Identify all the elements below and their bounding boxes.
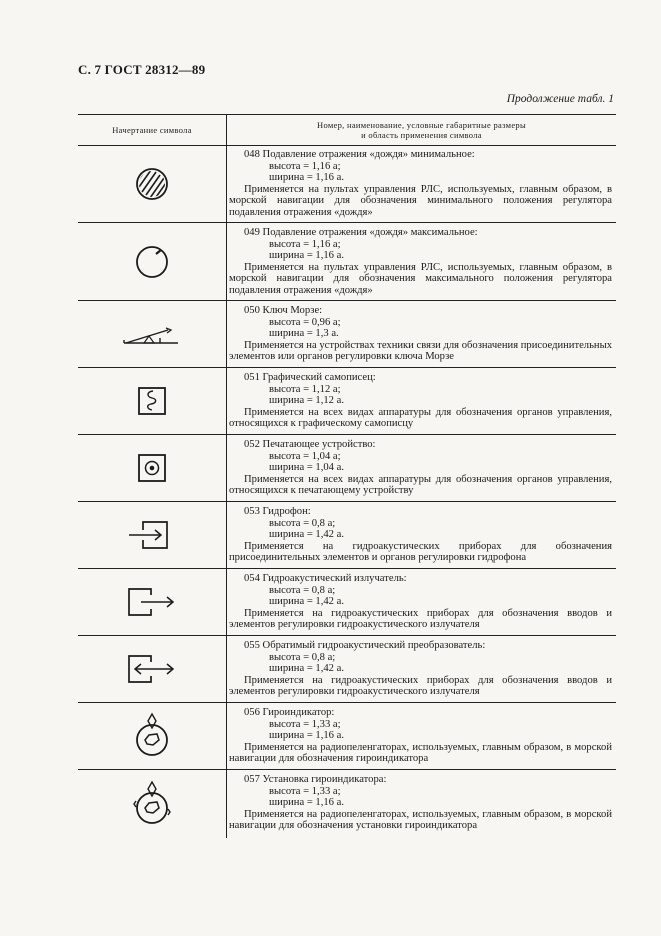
hydrophone-icon: [78, 502, 226, 568]
symbol-height: высота = 1,04 a;: [269, 450, 341, 462]
gyro-setting-icon: [78, 770, 226, 838]
symbol-title: 048 Подавление отражения «дождя» минимальное:: [244, 149, 475, 160]
table-row: [78, 301, 616, 368]
symbol-application: Применяется на радиопеленгаторах, используемых, главным образом, в морской навигации для обозначения гироиндикатора: [229, 741, 612, 765]
symbol-application: Применяется на гидроакустических приборах для обозначения присоединительных элементов и органов регулировки гидрофона: [229, 540, 612, 564]
symbol-application: Применяется на пультах управления РЛС, используемых, главным образом, в морской навигации для обозначения минимального положения регулятора подавления отражения «дождя»: [229, 183, 612, 218]
symbol-title: 050 Ключ Морзе:: [244, 305, 323, 316]
table-row: [78, 703, 616, 770]
symbol-application: Применяется на пультах управления РЛС, используемых, главным образом, в морской навигации для обозначения максимального положения регулятора подавления отражения «дождя»: [229, 261, 612, 296]
symbol-title: 055 Обратимый гидроакустический преобразователь:: [244, 640, 486, 651]
symbol-title: 054 Гидроакустический излучатель:: [244, 573, 407, 584]
symbol-width: ширина = 1,42 a.: [269, 596, 344, 608]
column-header-description-line1: Номер, наименование, условные габаритные размеры: [317, 120, 526, 130]
rain-max-icon: [78, 223, 226, 300]
table-row: [78, 435, 616, 502]
symbol-height: высота = 0,96 a;: [269, 316, 341, 328]
symbol-height: высота = 1,33 a;: [269, 785, 341, 797]
symbol-width: ширина = 1,16 a.: [269, 797, 344, 809]
table-row: [78, 502, 616, 569]
symbol-title: 049 Подавление отражения «дождя» максимальное:: [244, 227, 478, 238]
table-row: [78, 223, 616, 301]
hydro-transducer-icon: [78, 636, 226, 702]
symbol-application: Применяется на радиопеленгаторах, используемых, главным образом, в морской навигации для обозначения установки гироиндикатора: [229, 808, 612, 832]
page-header: С. 7 ГОСТ 28312—89: [78, 62, 206, 77]
symbols-table: [78, 114, 616, 832]
symbol-title: 056 Гироиндикатор:: [244, 707, 335, 718]
symbol-height: высота = 1,16 a;: [269, 160, 341, 172]
symbol-width: ширина = 1,04 a.: [269, 462, 344, 474]
symbol-width: ширина = 1,16 a.: [269, 730, 344, 742]
symbol-height: высота = 0,8 a;: [269, 651, 336, 663]
symbol-width: ширина = 1,12 a.: [269, 395, 344, 407]
symbol-width: ширина = 1,3 a.: [269, 328, 339, 340]
rain-min-icon: [78, 145, 226, 222]
symbol-application: Применяется на устройствах техники связи для обозначения присоединительных элементов или органов регулировки ключа Морзе: [229, 339, 612, 363]
symbol-application: Применяется на гидроакустических приборах для обозначения вводов и элементов регулировки гидроакустического излучателя: [229, 674, 612, 698]
table-continuation-note: Продолжение табл. 1: [506, 93, 614, 105]
gyro-indicator-icon: [78, 703, 226, 769]
table-row: [78, 145, 616, 223]
table-header: [78, 114, 616, 146]
chart-recorder-icon: [78, 368, 226, 434]
table-row: [78, 569, 616, 636]
symbol-application: Применяется на всех видах аппаратуры для обозначения органов управления, относящихся к графическому самописцу: [229, 406, 612, 430]
symbol-title: 052 Печатающее устройство:: [244, 439, 376, 450]
symbol-height: высота = 0,8 a;: [269, 584, 336, 596]
symbol-title: 053 Гидрофон:: [244, 506, 311, 517]
column-header-description: [227, 115, 616, 145]
morse-key-icon: [78, 301, 226, 367]
symbol-title: 057 Установка гироиндикатора:: [244, 774, 387, 785]
symbol-width: ширина = 1,16 a.: [269, 172, 344, 184]
symbol-application: Применяется на всех видах аппаратуры для обозначения органов управления, относящихся к печатающему устройству: [229, 473, 612, 497]
symbol-height: высота = 1,16 a;: [269, 238, 341, 250]
symbol-width: ширина = 1,42 a.: [269, 529, 344, 541]
symbol-height: высота = 1,12 a;: [269, 383, 341, 395]
table-row: [78, 368, 616, 435]
hydro-emitter-icon: [78, 569, 226, 635]
printer-icon: [78, 435, 226, 501]
symbol-title: 051 Графический самописец:: [244, 372, 376, 383]
column-header-description-line2: и область применения символа: [361, 130, 482, 140]
symbol-application: Применяется на гидроакустических приборах для обозначения вводов и элементов регулировки гидроакустического излучателя: [229, 607, 612, 631]
table-row: [78, 636, 616, 703]
symbol-width: ширина = 1,42 a.: [269, 663, 344, 675]
symbol-height: высота = 0,8 a;: [269, 517, 336, 529]
symbol-height: высота = 1,33 a;: [269, 718, 341, 730]
column-header-symbol: Начертание символа: [112, 125, 192, 135]
symbol-width: ширина = 1,16 a.: [269, 250, 344, 262]
table-row: [78, 770, 616, 838]
